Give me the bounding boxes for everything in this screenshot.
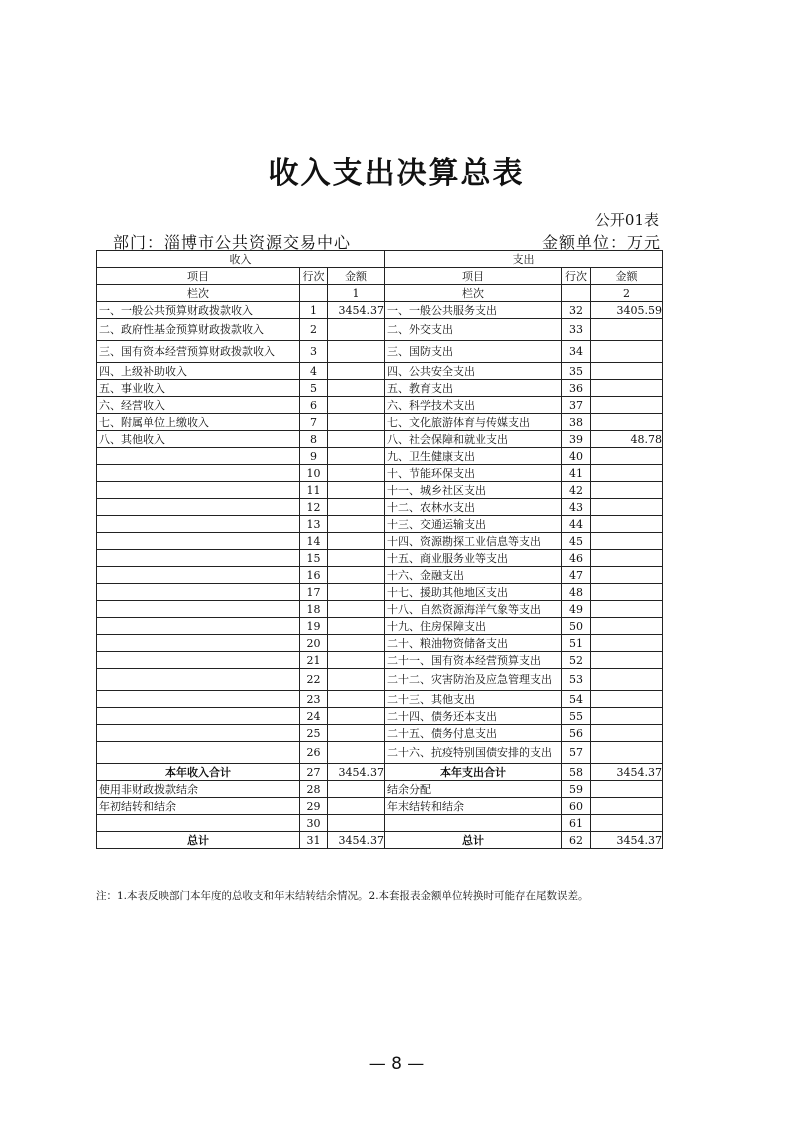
income-row-number: 20 <box>300 635 328 652</box>
income-amount-cell <box>328 533 385 550</box>
expense-item-cell: 八、社会保障和就业支出 <box>385 431 562 448</box>
expense-item-cell: 三、国防支出 <box>385 341 562 363</box>
expense-amount-cell: 48.78 <box>591 431 663 448</box>
income-item-cell <box>97 448 300 465</box>
income-item-cell: 二、政府性基金预算财政拨款收入 <box>97 319 300 341</box>
table-row <box>97 516 663 533</box>
income-amount-cell: 3454.37 <box>328 302 385 319</box>
income-row-number: 8 <box>300 431 328 448</box>
income-item-cell: 使用非财政拨款结余 <box>97 781 300 798</box>
table-row <box>97 832 663 849</box>
income-row-number: 5 <box>300 380 328 397</box>
income-amount-cell <box>328 635 385 652</box>
income-item-cell <box>97 669 300 691</box>
table-row <box>97 798 663 815</box>
income-amount-cell <box>328 691 385 708</box>
expense-amount-cell <box>591 601 663 618</box>
expense-amount-cell <box>591 499 663 516</box>
income-item-cell <box>97 815 300 832</box>
header-row-section <box>97 251 663 268</box>
table-row <box>97 567 663 584</box>
expense-amount-cell <box>591 550 663 567</box>
income-item-cell <box>97 584 300 601</box>
expense-row-number: 46 <box>562 550 591 567</box>
expense-amount-cell <box>591 635 663 652</box>
table-row <box>97 448 663 465</box>
income-amount-cell <box>328 448 385 465</box>
income-item-cell <box>97 601 300 618</box>
expense-row-number: 57 <box>562 742 591 764</box>
expense-row-number: 55 <box>562 708 591 725</box>
income-item-cell: 六、经营收入 <box>97 397 300 414</box>
expense-row-number: 38 <box>562 414 591 431</box>
expense-item-cell: 六、科学技术支出 <box>385 397 562 414</box>
income-item-cell <box>97 725 300 742</box>
expense-column-no-label: 栏次 <box>385 285 562 302</box>
income-row-number: 15 <box>300 550 328 567</box>
table-row <box>97 635 663 652</box>
income-row-number: 17 <box>300 584 328 601</box>
income-amount-cell <box>328 815 385 832</box>
income-amount-cell <box>328 798 385 815</box>
expense-section-header: 支出 <box>385 251 663 268</box>
expense-amount-cell <box>591 397 663 414</box>
expense-row-number: 37 <box>562 397 591 414</box>
income-item-cell <box>97 618 300 635</box>
expense-rowno-header: 行次 <box>562 268 591 285</box>
table-row <box>97 319 663 341</box>
expense-amount-header: 金额 <box>591 268 663 285</box>
income-row-number: 22 <box>300 669 328 691</box>
income-amount-cell <box>328 652 385 669</box>
amount-unit-label: 金额单位：万元 <box>541 233 661 252</box>
expense-amount-cell <box>591 341 663 363</box>
table-row <box>97 781 663 798</box>
expense-row-number: 42 <box>562 482 591 499</box>
expense-amount-cell <box>591 414 663 431</box>
income-item-cell <box>97 567 300 584</box>
income-amount-cell <box>328 669 385 691</box>
income-item-header: 项目 <box>97 268 300 285</box>
expense-row-number: 44 <box>562 516 591 533</box>
income-item-cell: 七、附属单位上缴收入 <box>97 414 300 431</box>
empty-cell <box>300 285 328 302</box>
expense-row-number: 61 <box>562 815 591 832</box>
expense-item-cell: 二、外交支出 <box>385 319 562 341</box>
table-row <box>97 815 663 832</box>
expense-item-cell: 十七、援助其他地区支出 <box>385 584 562 601</box>
income-row-number: 13 <box>300 516 328 533</box>
expense-item-cell: 七、文化旅游体育与传媒支出 <box>385 414 562 431</box>
page-title: 收入支出决算总表 <box>268 156 525 191</box>
expense-item-cell: 四、公共安全支出 <box>385 363 562 380</box>
expense-row-number: 51 <box>562 635 591 652</box>
income-amount-header: 金额 <box>328 268 385 285</box>
expense-row-number: 60 <box>562 798 591 815</box>
expense-amount-cell <box>591 691 663 708</box>
table-row <box>97 669 663 691</box>
income-amount-cell <box>328 414 385 431</box>
table-row <box>97 380 663 397</box>
expense-item-header: 项目 <box>385 268 562 285</box>
table-row <box>97 725 663 742</box>
header-row-column-numbers <box>97 285 663 302</box>
expense-amount-cell <box>591 380 663 397</box>
table-row <box>97 482 663 499</box>
expense-item-cell: 二十五、债务付息支出 <box>385 725 562 742</box>
expense-amount-cell <box>591 482 663 499</box>
table-row <box>97 691 663 708</box>
income-row-number: 24 <box>300 708 328 725</box>
expense-row-number: 56 <box>562 725 591 742</box>
empty-cell <box>562 285 591 302</box>
table-row <box>97 414 663 431</box>
expense-amount-cell <box>591 584 663 601</box>
income-row-number: 2 <box>300 319 328 341</box>
page-number: — 8 — <box>368 1054 425 1074</box>
income-row-number: 27 <box>300 764 328 781</box>
income-amount-cell <box>328 341 385 363</box>
table-row <box>97 742 663 764</box>
expense-row-number: 32 <box>562 302 591 319</box>
income-row-number: 4 <box>300 363 328 380</box>
expense-amount-cell <box>591 516 663 533</box>
table-row <box>97 764 663 781</box>
income-expense-table <box>96 250 663 849</box>
income-row-number: 6 <box>300 397 328 414</box>
expense-item-cell: 二十二、灾害防治及应急管理支出 <box>385 669 562 691</box>
income-row-number: 14 <box>300 533 328 550</box>
table-row <box>97 302 663 319</box>
income-amount-cell: 3454.37 <box>328 764 385 781</box>
income-amount-cell <box>328 567 385 584</box>
income-item-cell <box>97 652 300 669</box>
table-row <box>97 584 663 601</box>
expense-row-number: 47 <box>562 567 591 584</box>
expense-amount-cell <box>591 652 663 669</box>
income-amount-cell <box>328 708 385 725</box>
expense-row-number: 35 <box>562 363 591 380</box>
expense-amount-cell <box>591 725 663 742</box>
income-item-cell <box>97 533 300 550</box>
income-row-number: 28 <box>300 781 328 798</box>
income-amount-cell <box>328 499 385 516</box>
income-amount-cell: 3454.37 <box>328 832 385 849</box>
income-item-cell <box>97 499 300 516</box>
table-row <box>97 601 663 618</box>
expense-amount-cell <box>591 567 663 584</box>
expense-item-cell: 二十、粮油物资储备支出 <box>385 635 562 652</box>
expense-row-number: 58 <box>562 764 591 781</box>
income-amount-cell <box>328 516 385 533</box>
expense-amount-cell <box>591 618 663 635</box>
expense-item-cell: 二十六、抗疫特别国债安排的支出 <box>385 742 562 764</box>
expense-row-number: 39 <box>562 431 591 448</box>
income-item-cell: 三、国有资本经营预算财政拨款收入 <box>97 341 300 363</box>
expense-row-number: 34 <box>562 341 591 363</box>
income-amount-cell <box>328 482 385 499</box>
income-item-cell <box>97 742 300 764</box>
expense-row-number: 59 <box>562 781 591 798</box>
income-row-number: 18 <box>300 601 328 618</box>
expense-row-number: 41 <box>562 465 591 482</box>
income-item-cell <box>97 465 300 482</box>
table-row <box>97 550 663 567</box>
income-row-number: 25 <box>300 725 328 742</box>
expense-item-cell: 十四、资源勘探工业信息等支出 <box>385 533 562 550</box>
income-item-cell: 本年收入合计 <box>97 764 300 781</box>
expense-amount-cell <box>591 363 663 380</box>
table-row <box>97 652 663 669</box>
expense-amount-cell <box>591 815 663 832</box>
table-body <box>97 302 663 764</box>
income-amount-cell <box>328 601 385 618</box>
footnote: 注：1.本表反映部门本年度的总收支和年末结转结余情况。2.本套报表金额单位转换时可能存在尾数误差。 <box>96 890 589 902</box>
expense-amount-cell <box>591 781 663 798</box>
expense-row-number: 40 <box>562 448 591 465</box>
income-item-cell: 总计 <box>97 832 300 849</box>
department-label: 部门：淄博市公共资源交易中心 <box>113 233 352 252</box>
expense-row-number: 53 <box>562 669 591 691</box>
expense-row-number: 43 <box>562 499 591 516</box>
table-head <box>97 251 663 302</box>
table-row <box>97 533 663 550</box>
expense-row-number: 54 <box>562 691 591 708</box>
expense-item-cell: 十、节能环保支出 <box>385 465 562 482</box>
expense-item-cell: 总计 <box>385 832 562 849</box>
income-item-cell <box>97 691 300 708</box>
income-amount-cell <box>328 584 385 601</box>
income-amount-cell <box>328 550 385 567</box>
income-row-number: 29 <box>300 798 328 815</box>
income-row-number: 30 <box>300 815 328 832</box>
income-row-number: 26 <box>300 742 328 764</box>
income-amount-cell <box>328 363 385 380</box>
income-item-cell <box>97 550 300 567</box>
expense-row-number: 36 <box>562 380 591 397</box>
income-column-no-label: 栏次 <box>97 285 300 302</box>
expense-item-cell: 本年支出合计 <box>385 764 562 781</box>
income-amount-cell <box>328 319 385 341</box>
income-row-number: 9 <box>300 448 328 465</box>
expense-item-cell: 十八、自然资源海洋气象等支出 <box>385 601 562 618</box>
expense-item-cell: 五、教育支出 <box>385 380 562 397</box>
expense-item-cell: 二十一、国有资本经营预算支出 <box>385 652 562 669</box>
table-row <box>97 431 663 448</box>
expense-item-cell: 九、卫生健康支出 <box>385 448 562 465</box>
income-item-cell: 年初结转和结余 <box>97 798 300 815</box>
income-item-cell <box>97 708 300 725</box>
expense-item-cell: 十二、农林水支出 <box>385 499 562 516</box>
table-row <box>97 499 663 516</box>
expense-item-cell: 十三、交通运输支出 <box>385 516 562 533</box>
expense-item-cell: 一、一般公共服务支出 <box>385 302 562 319</box>
table-row <box>97 341 663 363</box>
income-row-number: 21 <box>300 652 328 669</box>
expense-row-number: 50 <box>562 618 591 635</box>
income-row-number: 19 <box>300 618 328 635</box>
income-item-cell: 五、事业收入 <box>97 380 300 397</box>
income-amount-cell <box>328 380 385 397</box>
expense-row-number: 62 <box>562 832 591 849</box>
income-item-cell <box>97 516 300 533</box>
income-column-number: 1 <box>328 285 385 302</box>
expense-row-number: 48 <box>562 584 591 601</box>
income-amount-cell <box>328 618 385 635</box>
expense-amount-cell: 3454.37 <box>591 832 663 849</box>
income-amount-cell <box>328 397 385 414</box>
expense-item-cell: 十九、住房保障支出 <box>385 618 562 635</box>
income-row-number: 10 <box>300 465 328 482</box>
table-row <box>97 363 663 380</box>
expense-amount-cell: 3454.37 <box>591 764 663 781</box>
form-code: 公开01表 <box>594 211 659 229</box>
expense-row-number: 49 <box>562 601 591 618</box>
income-item-cell: 四、上级补助收入 <box>97 363 300 380</box>
expense-amount-cell: 3405.59 <box>591 302 663 319</box>
income-item-cell <box>97 482 300 499</box>
expense-item-cell: 十六、金融支出 <box>385 567 562 584</box>
expense-amount-cell <box>591 708 663 725</box>
expense-amount-cell <box>591 448 663 465</box>
income-row-number: 31 <box>300 832 328 849</box>
expense-amount-cell <box>591 669 663 691</box>
income-rowno-header: 行次 <box>300 268 328 285</box>
expense-item-cell: 年末结转和结余 <box>385 798 562 815</box>
table-row <box>97 708 663 725</box>
income-amount-cell <box>328 725 385 742</box>
expense-item-cell: 结余分配 <box>385 781 562 798</box>
income-item-cell: 八、其他收入 <box>97 431 300 448</box>
income-row-number: 12 <box>300 499 328 516</box>
expense-row-number: 33 <box>562 319 591 341</box>
table-totals <box>97 764 663 849</box>
income-amount-cell <box>328 781 385 798</box>
income-amount-cell <box>328 431 385 448</box>
expense-item-cell <box>385 815 562 832</box>
expense-amount-cell <box>591 742 663 764</box>
income-row-number: 23 <box>300 691 328 708</box>
expense-amount-cell <box>591 465 663 482</box>
expense-item-cell: 十五、商业服务业等支出 <box>385 550 562 567</box>
header-row-columns <box>97 268 663 285</box>
income-item-cell: 一、一般公共预算财政拨款收入 <box>97 302 300 319</box>
expense-amount-cell <box>591 533 663 550</box>
expense-column-number: 2 <box>591 285 663 302</box>
table-row <box>97 465 663 482</box>
expense-row-number: 52 <box>562 652 591 669</box>
expense-amount-cell <box>591 798 663 815</box>
income-amount-cell <box>328 465 385 482</box>
expense-item-cell: 十一、城乡社区支出 <box>385 482 562 499</box>
table-row <box>97 397 663 414</box>
expense-item-cell: 二十三、其他支出 <box>385 691 562 708</box>
income-row-number: 7 <box>300 414 328 431</box>
income-section-header: 收入 <box>97 251 385 268</box>
income-row-number: 1 <box>300 302 328 319</box>
table-row <box>97 618 663 635</box>
income-amount-cell <box>328 742 385 764</box>
income-row-number: 3 <box>300 341 328 363</box>
income-row-number: 16 <box>300 567 328 584</box>
expense-item-cell: 二十四、债务还本支出 <box>385 708 562 725</box>
expense-amount-cell <box>591 319 663 341</box>
income-row-number: 11 <box>300 482 328 499</box>
expense-row-number: 45 <box>562 533 591 550</box>
income-item-cell <box>97 635 300 652</box>
